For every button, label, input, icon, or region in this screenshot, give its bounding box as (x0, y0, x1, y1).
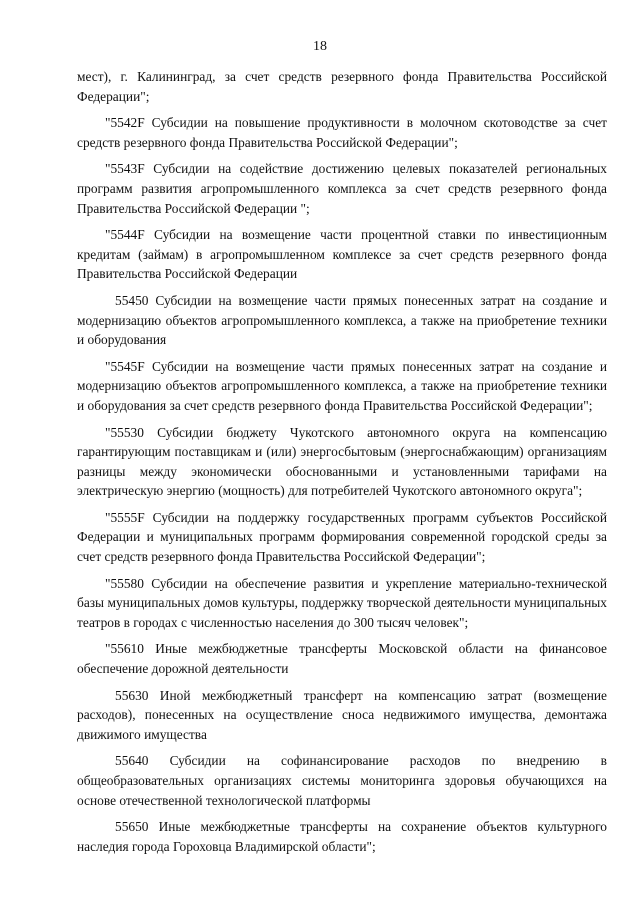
paragraph-55530: "55530 Субсидии бюджету Чукотского автономного округа на компенсацию гарантирующим поставщикам и (или) энергосбытовым (энергоснабжающим) организациям разницы между экономически обоснованными и установленными тарифами на электрическую энергию (мощность) для потребителей Чукотского автономного округа"; (77, 424, 607, 499)
paragraph-continuation: мест), г. Калининград, за счет средств резервного фонда Правительства Российской Федерации"; (77, 69, 607, 104)
paragraph-55610: "55610 Иные межбюджетные трансферты Московской области на финансовое обеспечение дорожной деятельности (77, 641, 607, 677)
page-number: 18 (313, 39, 327, 54)
paragraph-55630: 55630 Иной межбюджетный трансферт на компенсацию затрат (возмещение расходов), понесенных на осуществление сноса недвижимого имущества, демонтажа движимого имущества (77, 687, 607, 742)
paragraph-55650: 55650 Иные межбюджетные трансферты на сохранение объектов культурного наследия города Гороховца Владимирской области"; (77, 819, 607, 854)
paragraph-5555F: "5555F Субсидии на поддержку государственных программ субъектов Российской Федерации и муниципальных программ формирования современной городской среды за счет средств резервного фонда Правительства Российской Федерации"; (77, 509, 607, 565)
paragraph-55450: 55450 Субсидии на возмещение части прямых понесенных затрат на создание и модернизацию объектов агропромышленного комплекса, а также на приобретение техники и оборудования (77, 292, 607, 348)
paragraph-55580: "55580 Субсидии на обеспечение развития и укрепление материально-технической базы муниципальных домов культуры, поддержку творческой деятельности муниципальных театров в городах с численностью населения до 300 тысяч человек"; (77, 575, 607, 630)
paragraph-5545F: "5545F Субсидии на возмещение части прямых понесенных затрат на создание и модернизацию объектов агропромышленного комплекса, а также на приобретение техники и оборудования за счет средств резервного фонда Правительства Российской Федерации"; (77, 358, 607, 413)
paragraph-55640: 55640 Субсидии на софинансирование расходов по внедрению в общеобразовательных организациях системы мониторинга здоровья обучающихся на основе отечественной технологической платформы (77, 753, 607, 808)
document-body (77, 67, 607, 863)
paragraph-5542F: "5542F Субсидии на повышение продуктивности в молочном скотоводстве за счет средств резервного фонда Правительства Российской Федерации"; (77, 115, 607, 150)
paragraph-5544F: "5544F Субсидии на возмещение части процентной ставки по инвестиционным кредитам (займам) в агропромышленном комплексе за счет средств резервного фонда Правительства Российской Федерации (77, 227, 607, 282)
paragraph-5543F: "5543F Субсидии на содействие достижению целевых показателей региональных программ развития агропромышленного комплекса за счет средств резервного фонда Правительства Российской Федерации "; (77, 161, 607, 216)
